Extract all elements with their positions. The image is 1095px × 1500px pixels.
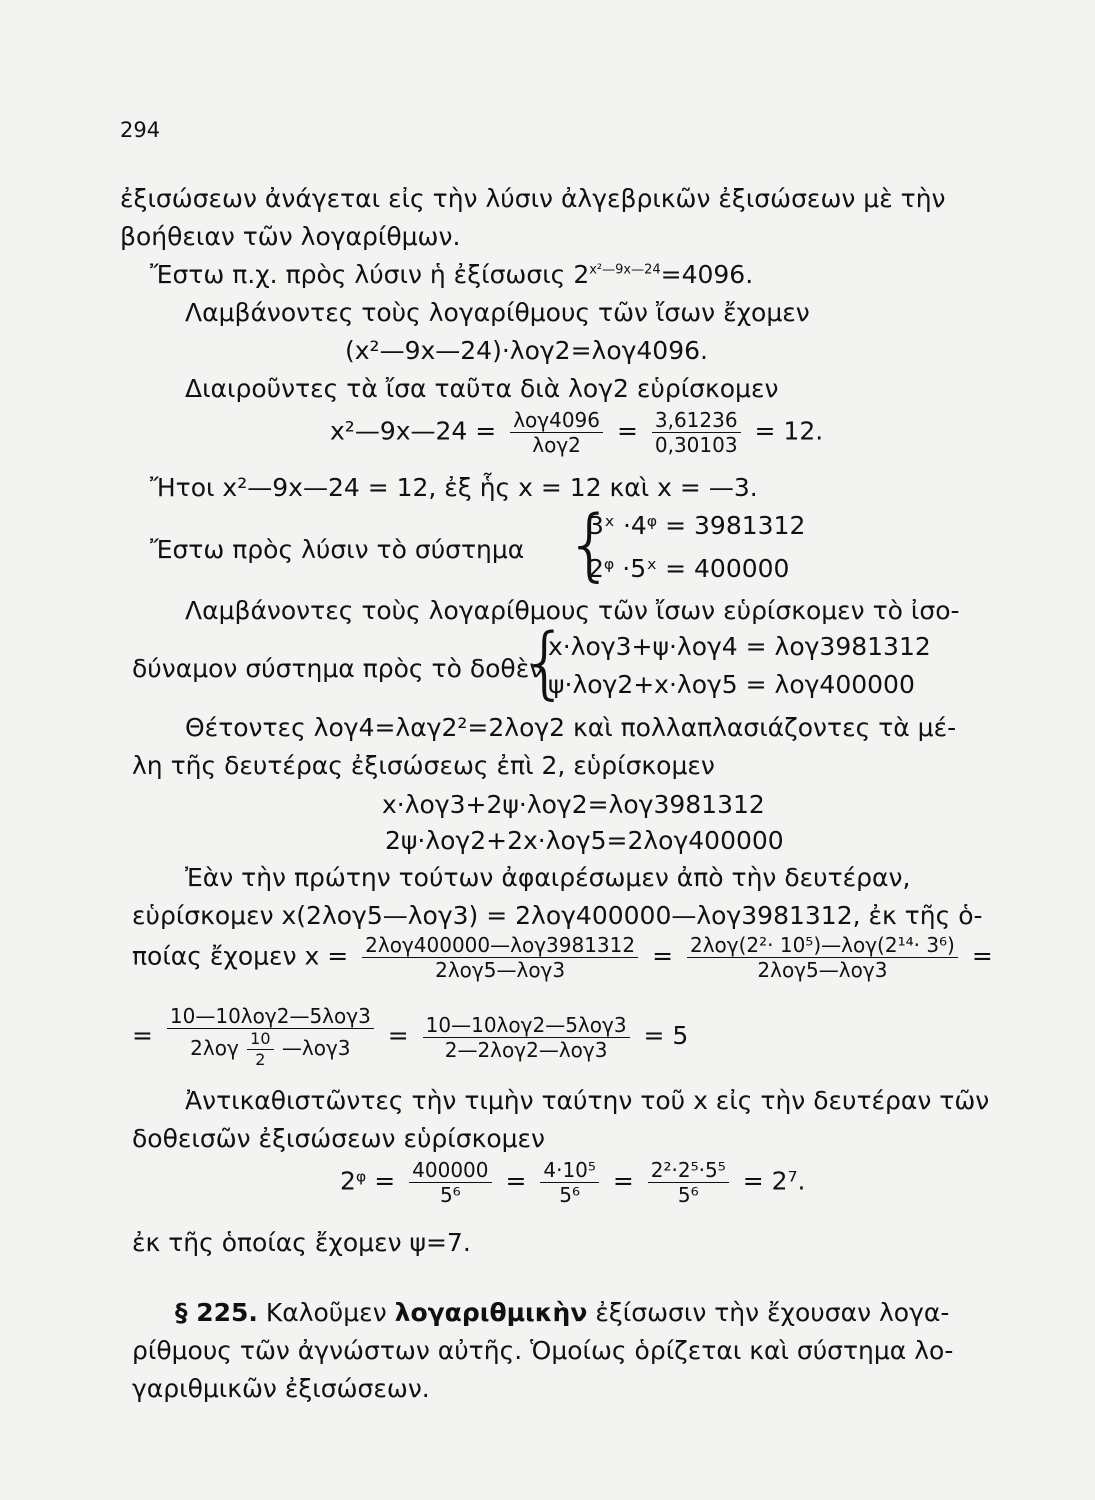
equals: = <box>971 941 993 971</box>
denominator: 5⁶ <box>439 1183 461 1207</box>
system-equation: 3ˣ ·4ᵠ = 3981312 <box>588 511 806 540</box>
fraction <box>540 1160 599 1205</box>
denominator: 5⁶ <box>677 1183 699 1207</box>
numerator: 10—10λογ2—5λογ3 <box>167 1006 374 1029</box>
fraction <box>362 935 638 980</box>
numerator: 2λογ400000—λογ3981312 <box>362 935 638 958</box>
rhs: = 12. <box>754 416 824 446</box>
lhs: x²—9x—24 = <box>330 416 497 446</box>
numerator: 10 <box>247 1031 273 1050</box>
numerator: 4·10⁵ <box>540 1160 599 1183</box>
numerator: 3,61236 <box>652 410 741 433</box>
equals: = <box>612 1166 634 1196</box>
text-line: Θέτοντες λογ4=λαγ2²=2λογ2 καὶ πολλαπλασιάζοντες τὰ μέ- <box>185 713 957 742</box>
equals: = <box>652 941 674 971</box>
fraction <box>648 1160 729 1205</box>
text-line: Λαμβάνοντες τοὺς λογαρίθμους τῶν ἴσων εὑρίσκομεν τὸ ἰσο- <box>185 596 960 625</box>
text-line: Διαιροῦντες τὰ ἴσα ταῦτα διὰ λογ2 εὑρίσκομεν <box>185 374 779 403</box>
rhs: = 5 <box>643 1021 689 1050</box>
denominator: 2λογ5—λογ3 <box>757 958 888 982</box>
system-equation: x·λογ3+ψ·λογ4 = λογ3981312 <box>548 632 931 661</box>
text-line: ἐκ τῆς ὁποίας ἔχομεν ψ=7. <box>132 1228 471 1257</box>
lhs: 2ᵠ = <box>340 1166 396 1196</box>
text-line: γαριθμικῶν ἐξισώσεων. <box>132 1374 430 1403</box>
denominator-part: —λογ3 <box>281 1036 351 1060</box>
denominator: 2—2λογ2—λογ3 <box>444 1037 608 1062</box>
fraction <box>409 1160 491 1205</box>
equals: = <box>616 416 638 446</box>
text-line: δύναμον σύστημα πρὸς τὸ δοθὲν <box>132 654 544 683</box>
numerator: 2λογ(2²· 10⁵)—λογ(2¹⁴· 3⁶) <box>687 935 958 958</box>
text: Καλοῦμεν <box>265 1298 387 1327</box>
fraction <box>652 410 741 455</box>
text-line: δοθεισῶν ἐξισώσεων εὑρίσκομεν <box>132 1124 546 1153</box>
denominator: 0,30103 <box>654 433 738 457</box>
fraction-equation <box>132 1006 688 1068</box>
fraction-equation <box>340 1160 805 1205</box>
brace-icon: { <box>565 500 615 590</box>
example-equation-line <box>150 262 753 287</box>
rhs: =4096. <box>660 260 754 289</box>
equation-line: 2ψ·λογ2+2x·λογ5=2λογ400000 <box>385 826 784 855</box>
text: ἐξίσωσιν τὴν ἔχουσαν λογα- <box>595 1298 950 1327</box>
section-heading-line <box>175 1300 949 1325</box>
system-equation: 2ᵠ ·5ˣ = 400000 <box>588 554 790 583</box>
fraction <box>510 410 603 455</box>
equation-line: x·λογ3+2ψ·λογ2=λογ3981312 <box>382 790 765 819</box>
equals: = <box>387 1021 409 1050</box>
inner-fraction <box>247 1031 273 1068</box>
defined-term: λογαριθμικὴν <box>394 1298 588 1327</box>
numerator: 400000 <box>409 1160 491 1183</box>
text: Ἔστω π.χ. πρὸς λύσιν ἡ ἐξίσωσις <box>150 260 566 289</box>
denominator: 2 <box>255 1050 266 1069</box>
fraction <box>687 935 958 980</box>
text-line: λη τῆς δευτέρας ἐξισώσεως ἐπὶ 2, εὑρίσκομεν <box>132 751 715 780</box>
text-line: ἐξισώσεων ἀνάγεται εἰς τὴν λύσιν ἀλγεβρικῶν ἐξισώσεων μὲ τὴν <box>120 184 946 213</box>
fraction <box>167 1006 374 1068</box>
fraction-equation <box>132 935 993 980</box>
denominator: 5⁶ <box>559 1183 581 1207</box>
system-equation: ψ·λογ2+x·λογ5 = λογ400000 <box>548 670 915 699</box>
text-line: εὑρίσκομεν x(2λογ5—λογ3) = 2λογ400000—λογ3981312, ἐκ τῆς ὁ- <box>132 901 983 930</box>
rhs: = 2⁷. <box>742 1166 806 1196</box>
fraction-equation <box>330 410 823 455</box>
lead: ποίας ἔχομεν x = <box>132 941 349 971</box>
text-line: ρίθμους τῶν ἀγνώστων αὐτῆς. Ὁμοίως ὁρίζεται καὶ σύστημα λο- <box>132 1336 954 1365</box>
fraction <box>423 1012 630 1062</box>
text-line: Ἔστω πρὸς λύσιν τὸ σύστημα <box>150 535 525 564</box>
brace-icon: { <box>520 618 570 708</box>
exponent: x²—9x—24 <box>589 262 661 278</box>
denominator <box>187 1029 353 1068</box>
text-line: Ἀντικαθιστῶντες τὴν τιμὴν ταύτην τοῦ x εἰς τὴν δευτέραν τῶν <box>185 1086 990 1115</box>
numerator: 2²·2⁵·5⁵ <box>648 1160 729 1183</box>
lead: = <box>132 1021 153 1050</box>
denominator-part: 2λογ <box>190 1036 239 1060</box>
denominator: 2λογ5—λογ3 <box>435 958 566 982</box>
page-number: 294 <box>120 118 161 142</box>
numerator: λογ4096 <box>510 410 603 433</box>
text-line: Ἤτοι x²—9x—24 = 12, ἐξ ἧς x = 12 καὶ x = —3. <box>150 473 758 502</box>
numerator: 10—10λογ2—5λογ3 <box>423 1015 630 1038</box>
denominator: λογ2 <box>532 433 581 457</box>
equals: = <box>505 1166 527 1196</box>
base: 2 <box>573 260 590 289</box>
equation-line: (x²—9x—24)·λογ2=λογ4096. <box>345 336 708 365</box>
text-line: βοήθειαν τῶν λογαρίθμων. <box>120 222 461 251</box>
text-line: Λαμβάνοντες τοὺς λογαρίθμους τῶν ἴσων ἔχομεν <box>185 298 810 327</box>
text-line: Ἐὰν τὴν πρώτην τούτων ἀφαιρέσωμεν ἀπὸ τὴν δευτέραν, <box>185 863 911 892</box>
section-number: § 225. <box>175 1298 258 1327</box>
